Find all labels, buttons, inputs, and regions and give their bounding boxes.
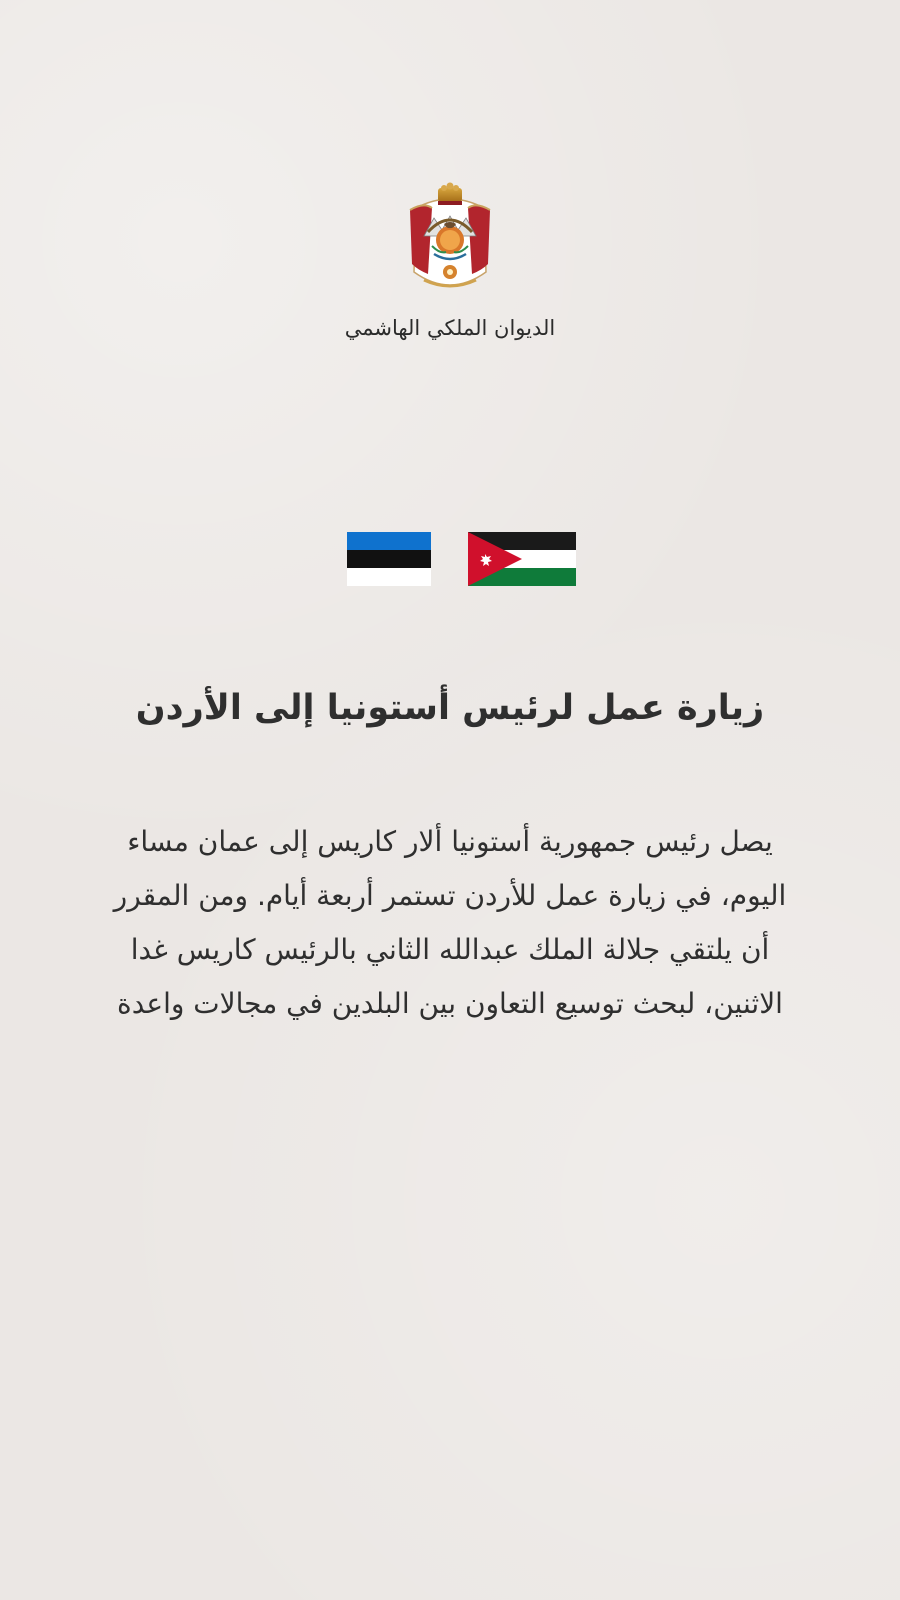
estonia-flag-icon — [347, 532, 431, 586]
jordan-flag-icon — [468, 532, 576, 586]
article-body: يصل رئيس جمهورية أستونيا ألار كاريس إلى عمان مساء اليوم، في زيارة عمل للأردن تستمر أربعة أيام. ومن المقرر أن يلتقي جلالة الملك عبدالله الثاني بالرئيس كاريس غدا الاثنين، لبحث توسيع التعاون بين البلدين في مجالات واعدة — [113, 825, 787, 1020]
royal-emblem-icon — [404, 180, 496, 300]
page-title: زيارة عمل لرئيس أستونيا إلى الأردن — [135, 688, 765, 728]
royal-court-caption: الديوان الملكي الهاشمي — [344, 316, 556, 340]
